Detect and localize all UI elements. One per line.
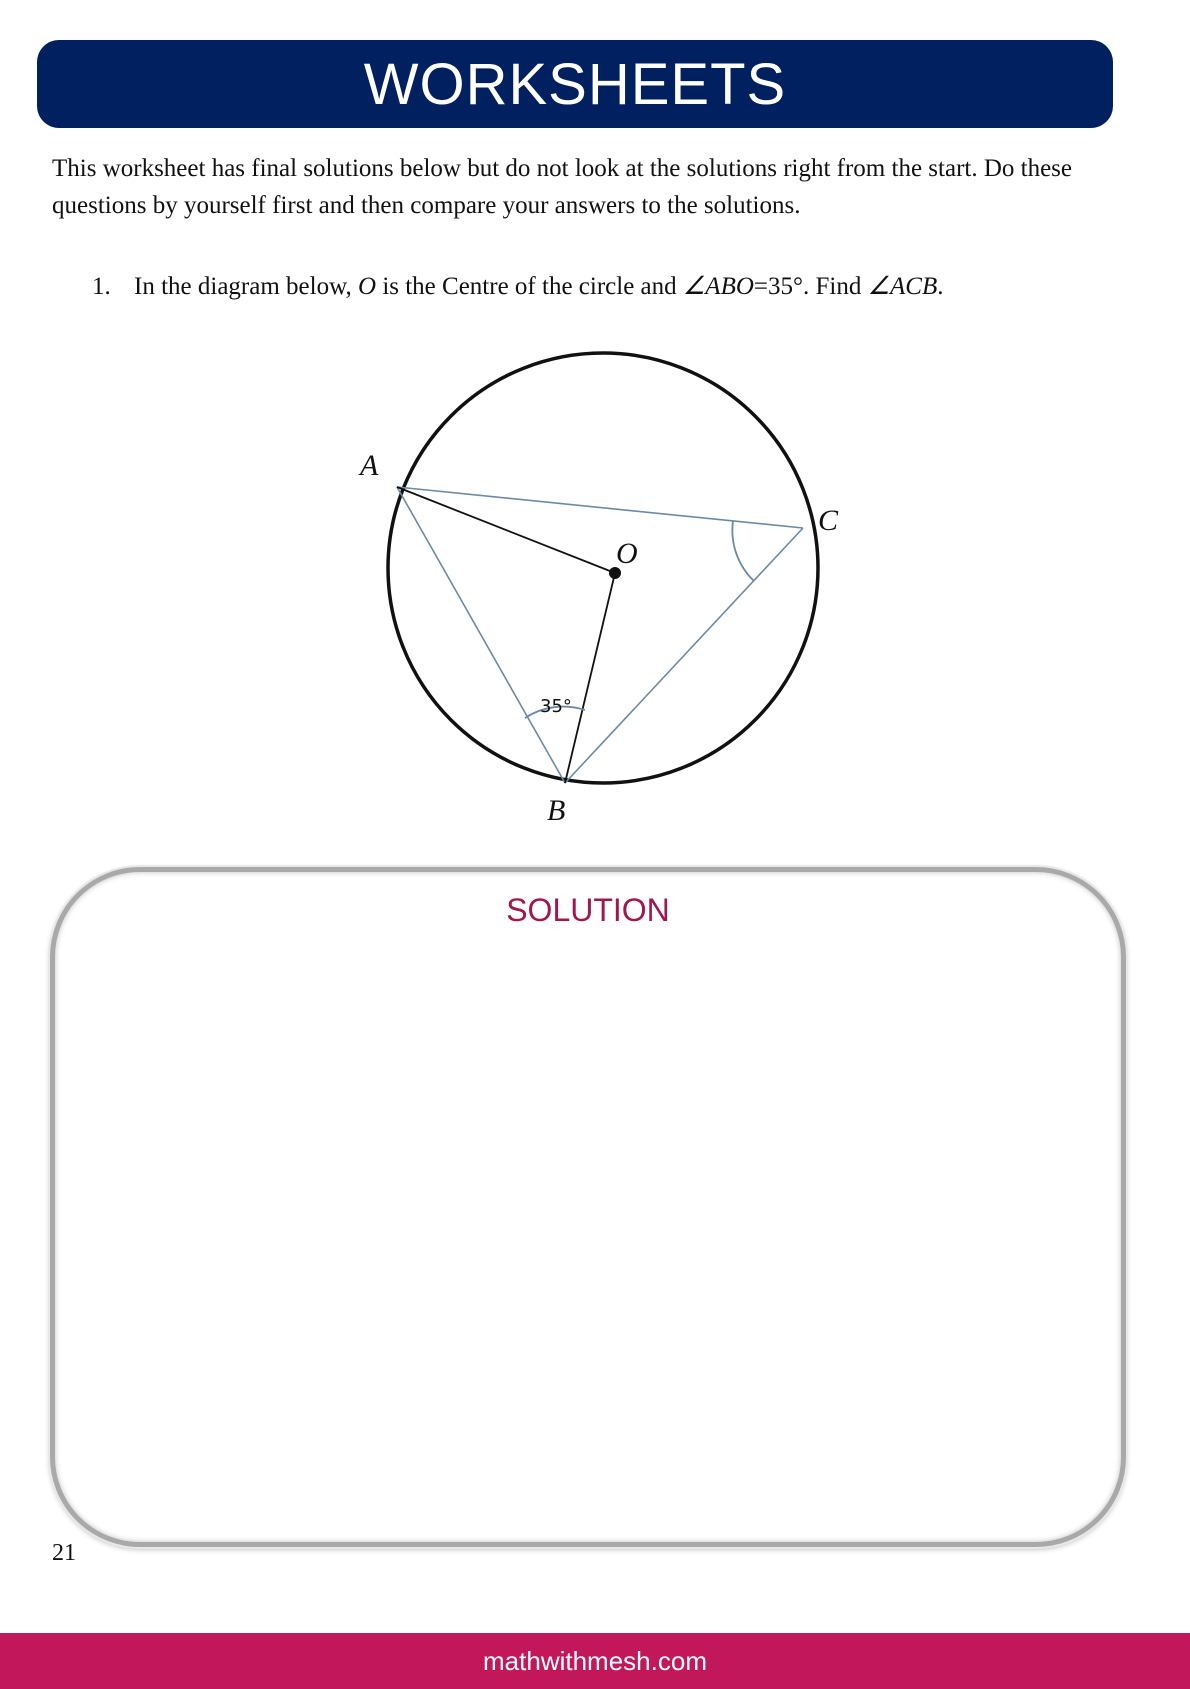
chord-cb [565, 528, 803, 783]
page-number: 21 [52, 1540, 76, 1566]
angle-label-35: 35° [540, 696, 572, 717]
footer-bar [0, 1633, 1190, 1689]
center-variable: O [358, 273, 377, 300]
label-o: O [616, 537, 638, 570]
find-angle: ∠ACB [867, 273, 938, 300]
chord-ac [397, 487, 803, 528]
angle-arc-c [732, 521, 754, 581]
label-c: C [818, 504, 839, 537]
solution-box [50, 867, 1126, 1547]
footer-site-link[interactable]: mathwithmesh.com [483, 1645, 707, 1676]
question-text-before: In the diagram below, [134, 273, 358, 300]
question-end: . [937, 273, 944, 300]
label-a: A [360, 449, 379, 482]
question-1 [92, 270, 944, 304]
question-text-middle: is the Centre of the circle and [376, 273, 683, 300]
radius-ob [565, 573, 615, 783]
header-banner [37, 40, 1113, 128]
given-value: =35° [753, 273, 804, 300]
page-title: WORKSHEETS [363, 51, 787, 117]
question-text-find: . Find [803, 273, 868, 300]
radius-oa [397, 487, 615, 573]
label-b: B [547, 794, 566, 827]
given-angle: ∠ABO [682, 273, 754, 300]
intro-paragraph: This worksheet has final solutions below but do not look at the solutions right from the start. Do these questions by yourself first and then compare your answers to the solutions. [52, 155, 1073, 219]
chord-ab [397, 487, 565, 783]
question-number: 1. [92, 273, 111, 300]
solution-title: SOLUTION [506, 892, 670, 928]
circle-diagram [340, 345, 840, 835]
